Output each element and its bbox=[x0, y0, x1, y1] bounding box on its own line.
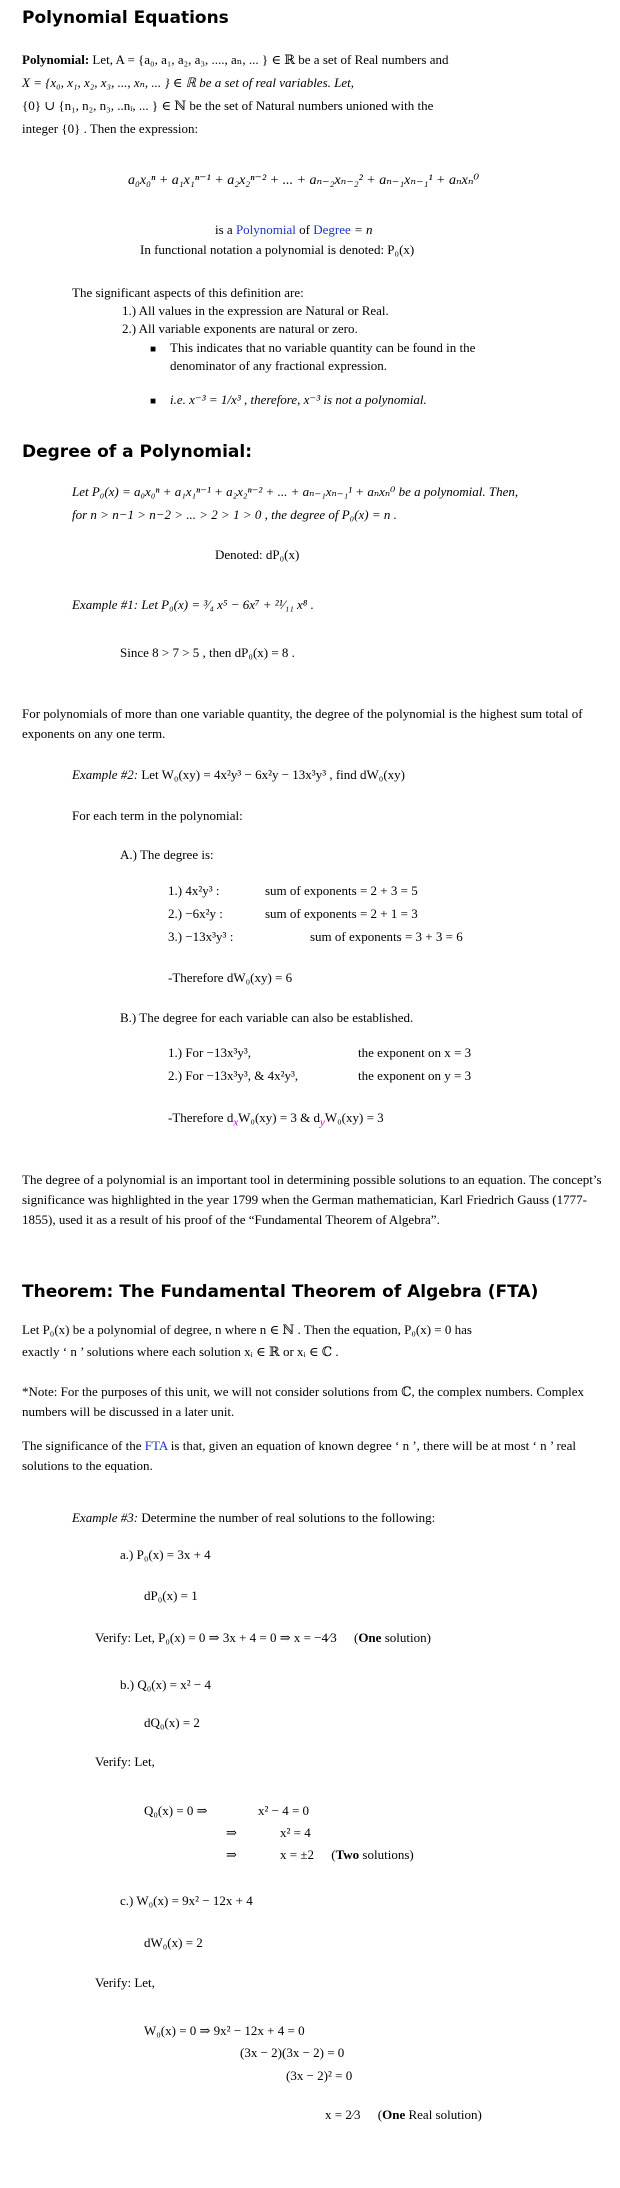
x-equals-two-thirds: x = 2⁄3 bbox=[325, 2107, 361, 2122]
part-a-therefore: -Therefore dW₀(xy) = 6 bbox=[168, 970, 293, 985]
example-1-label: Example #1: bbox=[72, 597, 139, 612]
example-3b-step-2-right: x² = 4 bbox=[280, 1825, 311, 1840]
of-text: of bbox=[299, 222, 310, 237]
verify-a-text: Verify: Let, P₀(x) = 0 ⇒ 3x + 4 = 0 ⇒ x = −4⁄3 bbox=[95, 1630, 337, 1645]
part-a-heading: A.) The degree is: bbox=[120, 847, 214, 862]
example-3b-step-2-arrow: ⇒ bbox=[226, 1825, 237, 1840]
example-3c-step-3: (3x − 2)² = 0 bbox=[286, 2068, 353, 2083]
each-term-text: For each term in the polynomial: bbox=[72, 808, 243, 823]
theorem-line-2: exactly ‘ n ’ solutions where each solution xᵢ ∈ ℝ or xᵢ ∈ ℂ . bbox=[22, 1344, 339, 1359]
degree-denoted: Denoted: dP₀(x) bbox=[215, 547, 300, 562]
part-a-sum-3: sum of exponents = 3 + 3 = 6 bbox=[310, 929, 463, 944]
two-solutions-bold: Two bbox=[335, 1847, 360, 1862]
part-a-sum-1: sum of exponents = 2 + 3 = 5 bbox=[265, 883, 418, 898]
definition-line-1 bbox=[22, 52, 448, 68]
part-b-therefore-end: W₀(xy) = 3 bbox=[324, 1110, 384, 1125]
example-3b-step-3-arrow: ⇒ bbox=[226, 1847, 237, 1862]
example-3b-degree: dQ₀(x) = 2 bbox=[144, 1715, 200, 1730]
complex-note: *Note: For the purposes of this unit, we will not consider solutions from ℂ, the complex numbers. Complex numbers will be discussed in a later unit. bbox=[22, 1384, 585, 1419]
part-a-term-1: 1.) 4x²y³ : bbox=[168, 883, 220, 898]
bullet-1-line-a: This indicates that no variable quantity can be found in the bbox=[170, 340, 476, 355]
section-title-polynomial-equations: Polynomial Equations bbox=[22, 8, 229, 28]
example-3b-verify: Verify: Let, bbox=[95, 1754, 155, 1769]
part-a-term-3: 3.) −13x³y³ : bbox=[168, 929, 234, 944]
definition-text-1: Let, A = {a₀, a₁, a₂, a₃, ...., aₙ, ... } ∈ ℝ be a set of Real numbers and bbox=[92, 52, 449, 67]
example-3-label: Example #3: bbox=[72, 1510, 139, 1525]
equals-n: = n bbox=[354, 222, 373, 237]
part-a-sum-2: sum of exponents = 2 + 1 = 3 bbox=[265, 906, 418, 921]
example-3a-polynomial: a.) P₀(x) = 3x + 4 bbox=[120, 1547, 211, 1562]
part-b-therefore-pre: -Therefore d bbox=[168, 1110, 234, 1125]
real-solution-text: Real solution) bbox=[405, 2107, 482, 2122]
solution-text: solution) bbox=[381, 1630, 431, 1645]
example-2 bbox=[72, 767, 405, 783]
part-b-therefore-mid: W₀(xy) = 3 & d bbox=[238, 1110, 321, 1125]
bullet-marker: ■ bbox=[150, 344, 157, 355]
example-3a-degree: dP₀(x) = 1 bbox=[144, 1588, 198, 1603]
degree-definition-line-2: for n > n−1 > n−2 > ... > 2 > 1 > 0 , the degree of P₀(x) = n . bbox=[72, 507, 397, 522]
example-1 bbox=[72, 597, 314, 613]
subscript-y: y bbox=[320, 1116, 325, 1129]
degree-link[interactable]: Degree bbox=[313, 222, 351, 237]
example-3c-polynomial: c.) W₀(x) = 9x² − 12x + 4 bbox=[120, 1893, 253, 1908]
is-a-polynomial-line bbox=[215, 222, 373, 238]
example-2-text: Let W₀(xy) = 4x²y³ − 6x²y − 13x³y³ , find dW₀(xy) bbox=[138, 767, 405, 782]
part-b-heading: B.) The degree for each variable can also be established. bbox=[120, 1010, 414, 1025]
solutions-text: solutions) bbox=[359, 1847, 414, 1862]
aspects-intro: The significant aspects of this definition are: bbox=[72, 285, 304, 300]
theorem-line-1: Let P₀(x) be a polynomial of degree, n where n ∈ ℕ . Then the equation, P₀(x) = 0 has bbox=[22, 1322, 472, 1337]
example-3 bbox=[72, 1510, 435, 1526]
example-1-since: Since 8 > 7 > 5 , then dP₀(x) = 8 . bbox=[120, 645, 295, 660]
multi-variable-paragraph: For polynomials of more than one variable quantity, the degree of the polynomial is the highest sum total of exponents on any one term. bbox=[22, 706, 583, 741]
example-3c-step-1: W₀(x) = 0 ⇒ 9x² − 12x + 4 = 0 bbox=[144, 2023, 305, 2038]
example-3b-step-3-right: x = ±2 (Two solutions) bbox=[280, 1847, 414, 1862]
significance-paragraph bbox=[22, 1436, 602, 1476]
gauss-paragraph: The degree of a polynomial is an important tool in determining possible solutions to an equation. The concept’s significance was highlighted in the year 1799 when the German mathematician, Karl Friedrich Gauss (1777-1855), used it as a result of his proof of the “Fundamental Theorem of Algebra”. bbox=[22, 1172, 602, 1227]
one-solution-bold: One bbox=[358, 1630, 382, 1645]
example-3c-step-4: x = 2⁄3 (One Real solution) bbox=[325, 2107, 482, 2122]
part-b-therefore bbox=[168, 1110, 384, 1129]
section-title-degree: Degree of a Polynomial: bbox=[22, 442, 253, 462]
part-b-term-1: 1.) For −13x³y³, bbox=[168, 1045, 252, 1060]
example-3c-verify: Verify: Let, bbox=[95, 1975, 155, 1990]
aspect-2: 2.) All variable exponents are natural or zero. bbox=[122, 321, 358, 336]
functional-notation: In functional notation a polynomial is denoted: P₀(x) bbox=[140, 242, 415, 257]
section-title-fta: Theorem: The Fundamental Theorem of Algebra (FTA) bbox=[22, 1282, 539, 1302]
part-b-exponent-2: the exponent on y = 3 bbox=[358, 1068, 472, 1083]
part-b-term-2: 2.) For −13x³y³, & 4x²y³, bbox=[168, 1068, 299, 1083]
definition-line-4: integer {0} . Then the expression: bbox=[22, 121, 199, 136]
example-3c-degree: dW₀(x) = 2 bbox=[144, 1935, 203, 1950]
significance-post: is that, given an equation of known degree ‘ n ’, there will be at most ‘ n ’ real solutions to the equation. bbox=[22, 1438, 576, 1473]
aspect-1: 1.) All values in the expression are Natural or Real. bbox=[122, 303, 389, 318]
bullet-1-line-b: denominator of any fractional expression. bbox=[170, 358, 387, 373]
x-equals-pm2: x = ±2 bbox=[280, 1847, 314, 1862]
example-3-text: Determine the number of real solutions to the following: bbox=[138, 1510, 436, 1525]
one-real-bold: One bbox=[382, 2107, 406, 2122]
bullet-marker: ■ bbox=[150, 396, 157, 407]
part-a-term-2: 2.) −6x²y : bbox=[168, 906, 223, 921]
example-1-text: Let P₀(x) = ³⁄₄ x⁵ − 6x⁷ + ²¹⁄₁₁ x⁸ . bbox=[138, 597, 314, 612]
fta-link[interactable]: FTA bbox=[144, 1438, 168, 1453]
subscript-x: x bbox=[233, 1116, 239, 1129]
example-3b-step-1-right: x² − 4 = 0 bbox=[258, 1803, 310, 1818]
is-a-text: is a bbox=[215, 222, 233, 237]
bullet-2: i.e. x⁻³ = 1/x³ , therefore, x⁻³ is not a polynomial. bbox=[170, 392, 427, 407]
part-b-exponent-1: the exponent on x = 3 bbox=[358, 1045, 472, 1060]
significance-pre: The significance of the bbox=[22, 1438, 145, 1453]
polynomial-expression: a₀x₀ⁿ + a₁x₁ⁿ⁻¹ + a₂x₂ⁿ⁻² + ... + aₙ₋₂xₙ₋₂² + aₙ₋₁xₙ₋₁¹ + aₙxₙ⁰ bbox=[128, 173, 480, 188]
degree-definition-line-1: Let P₀(x) = a₀x₀ⁿ + a₁x₁ⁿ⁻¹ + a₂x₂ⁿ⁻² + ... + aₙ₋₁xₙ₋₁¹ + aₙxₙ⁰ be a polynomial. Then, bbox=[72, 484, 519, 499]
definition-line-3: {0} ∪ {n₁, n₂, n₃, ..nᵢ, ... } ∈ ℕ be the set of Natural numbers unioned with the bbox=[22, 98, 434, 113]
definition-line-2: X = {x₀, x₁, x₂, x₃, ..., xₙ, ... } ∈ ℝ be a set of real variables. Let, bbox=[22, 75, 355, 90]
definition-label: Polynomial: bbox=[22, 52, 90, 67]
example-3a-verify: Verify: Let, P₀(x) = 0 ⇒ 3x + 4 = 0 ⇒ x = −4⁄3 (One solution) bbox=[95, 1630, 431, 1645]
example-2-label: Example #2: bbox=[72, 767, 139, 782]
example-3b-polynomial: b.) Q₀(x) = x² − 4 bbox=[120, 1677, 211, 1692]
example-3b-step-1-left: Q₀(x) = 0 ⇒ bbox=[144, 1803, 208, 1818]
example-3c-step-2: (3x − 2)(3x − 2) = 0 bbox=[240, 2045, 345, 2060]
polynomial-link[interactable]: Polynomial bbox=[235, 222, 296, 237]
